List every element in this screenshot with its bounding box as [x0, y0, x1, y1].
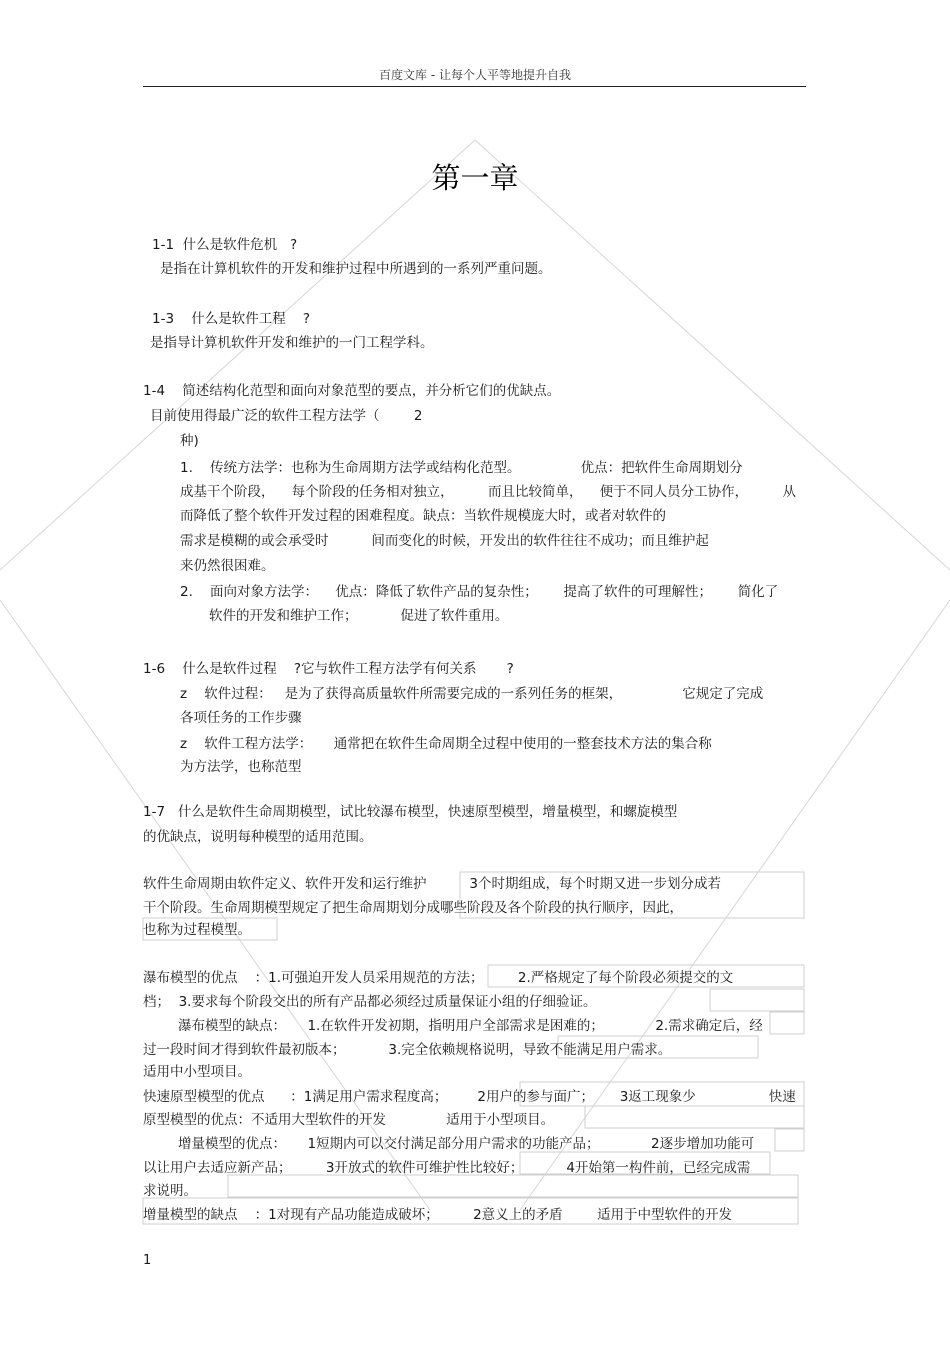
list-item: z 软件过程： 是为了获得高质量软件所需要完成的一系列任务的框架， 它规定了完成 — [180, 686, 764, 702]
page-header: 百度文库 - 让每个人平等地提升自我 — [379, 68, 571, 82]
chapter-title: 第一章 — [431, 161, 519, 195]
list-item-line: 来仍然很困难。 — [180, 558, 275, 574]
list-item: 2. 面向对象方法学： 优点：降低了软件产品的复杂性； 提高了软件的可理解性； 简化了 — [180, 584, 779, 600]
paragraph-line: 也称为过程模型。 — [143, 922, 251, 938]
paragraph-line: 瀑布模型的缺点： 1.在软件开发初期，指明用户全部需求是困难的； 2.需求确定后，经 — [178, 1018, 763, 1034]
paragraph-line: 适用中小型项目。 — [143, 1064, 251, 1080]
question-line: 1-7 什么是软件生命周期模型，试比较瀑布模型，快速原型模型，增量模型，和螺旋模型 — [143, 804, 678, 820]
paragraph-line: 原型模型的优点：不适用大型软件的开发 适用于小型项目。 — [143, 1112, 555, 1128]
question-line: 1-1 什么是软件危机 ? — [152, 237, 298, 253]
list-item-line: 软件的开发和维护工作； 促进了软件重用。 — [209, 608, 509, 624]
paragraph-line: 软件生命周期由软件定义、软件开发和运行维护 3个时期组成，每个时期又进一步划分成若 — [143, 876, 722, 892]
page-number: 1 — [143, 1253, 152, 1268]
list-item: 1. 传统方法学：也称为生命周期方法学或结构化范型。 优点：把软件生命周期划分 — [180, 460, 743, 476]
list-item-line: 为方法学，也称范型 — [180, 759, 302, 775]
paragraph-line: 增量模型的优点： 1短期内可以交付满足部分用户需求的功能产品； 2逐步增加功能可 — [178, 1136, 755, 1152]
list-item-line: 成基干个阶段， 每个阶段的任务相对独立， 而且比较简单， 便于不同人员分工协作， 从 — [180, 484, 796, 500]
paragraph-line: 过一段时间才得到软件最初版本； 3.完全依赖规格说明，导致不能满足用户需求。 — [143, 1042, 672, 1058]
question-line: 1-6 什么是软件过程 ?它与软件工程方法学有何关系 ? — [143, 661, 514, 677]
paragraph-line: 求说明。 — [143, 1183, 197, 1199]
paragraph-line: 瀑布模型的优点 ：1.可强迫开发人员采用规范的方法； 2.严格规定了每个阶段必须提交的文 — [143, 970, 734, 986]
paragraph-line: 增量模型的缺点 ：1对现有产品功能造成破坏； 2意义上的矛盾 适用于中型软件的开发 — [143, 1207, 733, 1223]
answer-line: 目前使用得最广泛的软件工程方法学（ 2 — [150, 408, 423, 424]
paragraph-line: 档； 3.要求每个阶段交出的所有产品都必须经过质量保证小组的仔细验证。 — [143, 994, 597, 1010]
list-item: z 软件工程方法学： 通常把在软件生命周期全过程中使用的一整套技术方法的集合称 — [180, 736, 712, 752]
paragraph-line: 干个阶段。生命周期模型规定了把生命周期划分成哪些阶段及各个阶段的执行顺序，因此， — [143, 900, 683, 916]
question-line: 的优缺点，说明每种模型的适用范围。 — [143, 829, 373, 845]
list-item-line: 需求是模糊的或会承受时 间而变化的时候，开发出的软件往往不成功；而且维护起 — [180, 533, 709, 549]
header-rule — [143, 86, 806, 87]
answer-line: 种) — [180, 433, 199, 449]
question-line: 1-3 什么是软件工程 ? — [152, 311, 311, 327]
list-item-line: 而降低了整个软件开发过程的困难程度。缺点：当软件规模庞大时，或者对软件的 — [180, 508, 666, 524]
paragraph-line: 以让用户去适应新产品； 3开放式的软件可维护性比较好； 4开始第一构件前，已经完成需 — [143, 1160, 751, 1176]
answer-line: 是指导计算机软件开发和维护的一门工程学科。 — [150, 335, 434, 351]
list-item-line: 各项任务的工作步骤 — [180, 710, 302, 726]
answer-line: 是指在计算机软件的开发和维护过程中所遇到的一系列严重问题。 — [160, 261, 552, 277]
question-line: 1-4 简述结构化范型和面向对象范型的要点，并分析它们的优缺点。 — [143, 383, 561, 399]
paragraph-line: 快速原型模型的优点 ：1满足用户需求程度高； 2用户的参与面广； 3返工现象少 快速 — [143, 1089, 796, 1105]
